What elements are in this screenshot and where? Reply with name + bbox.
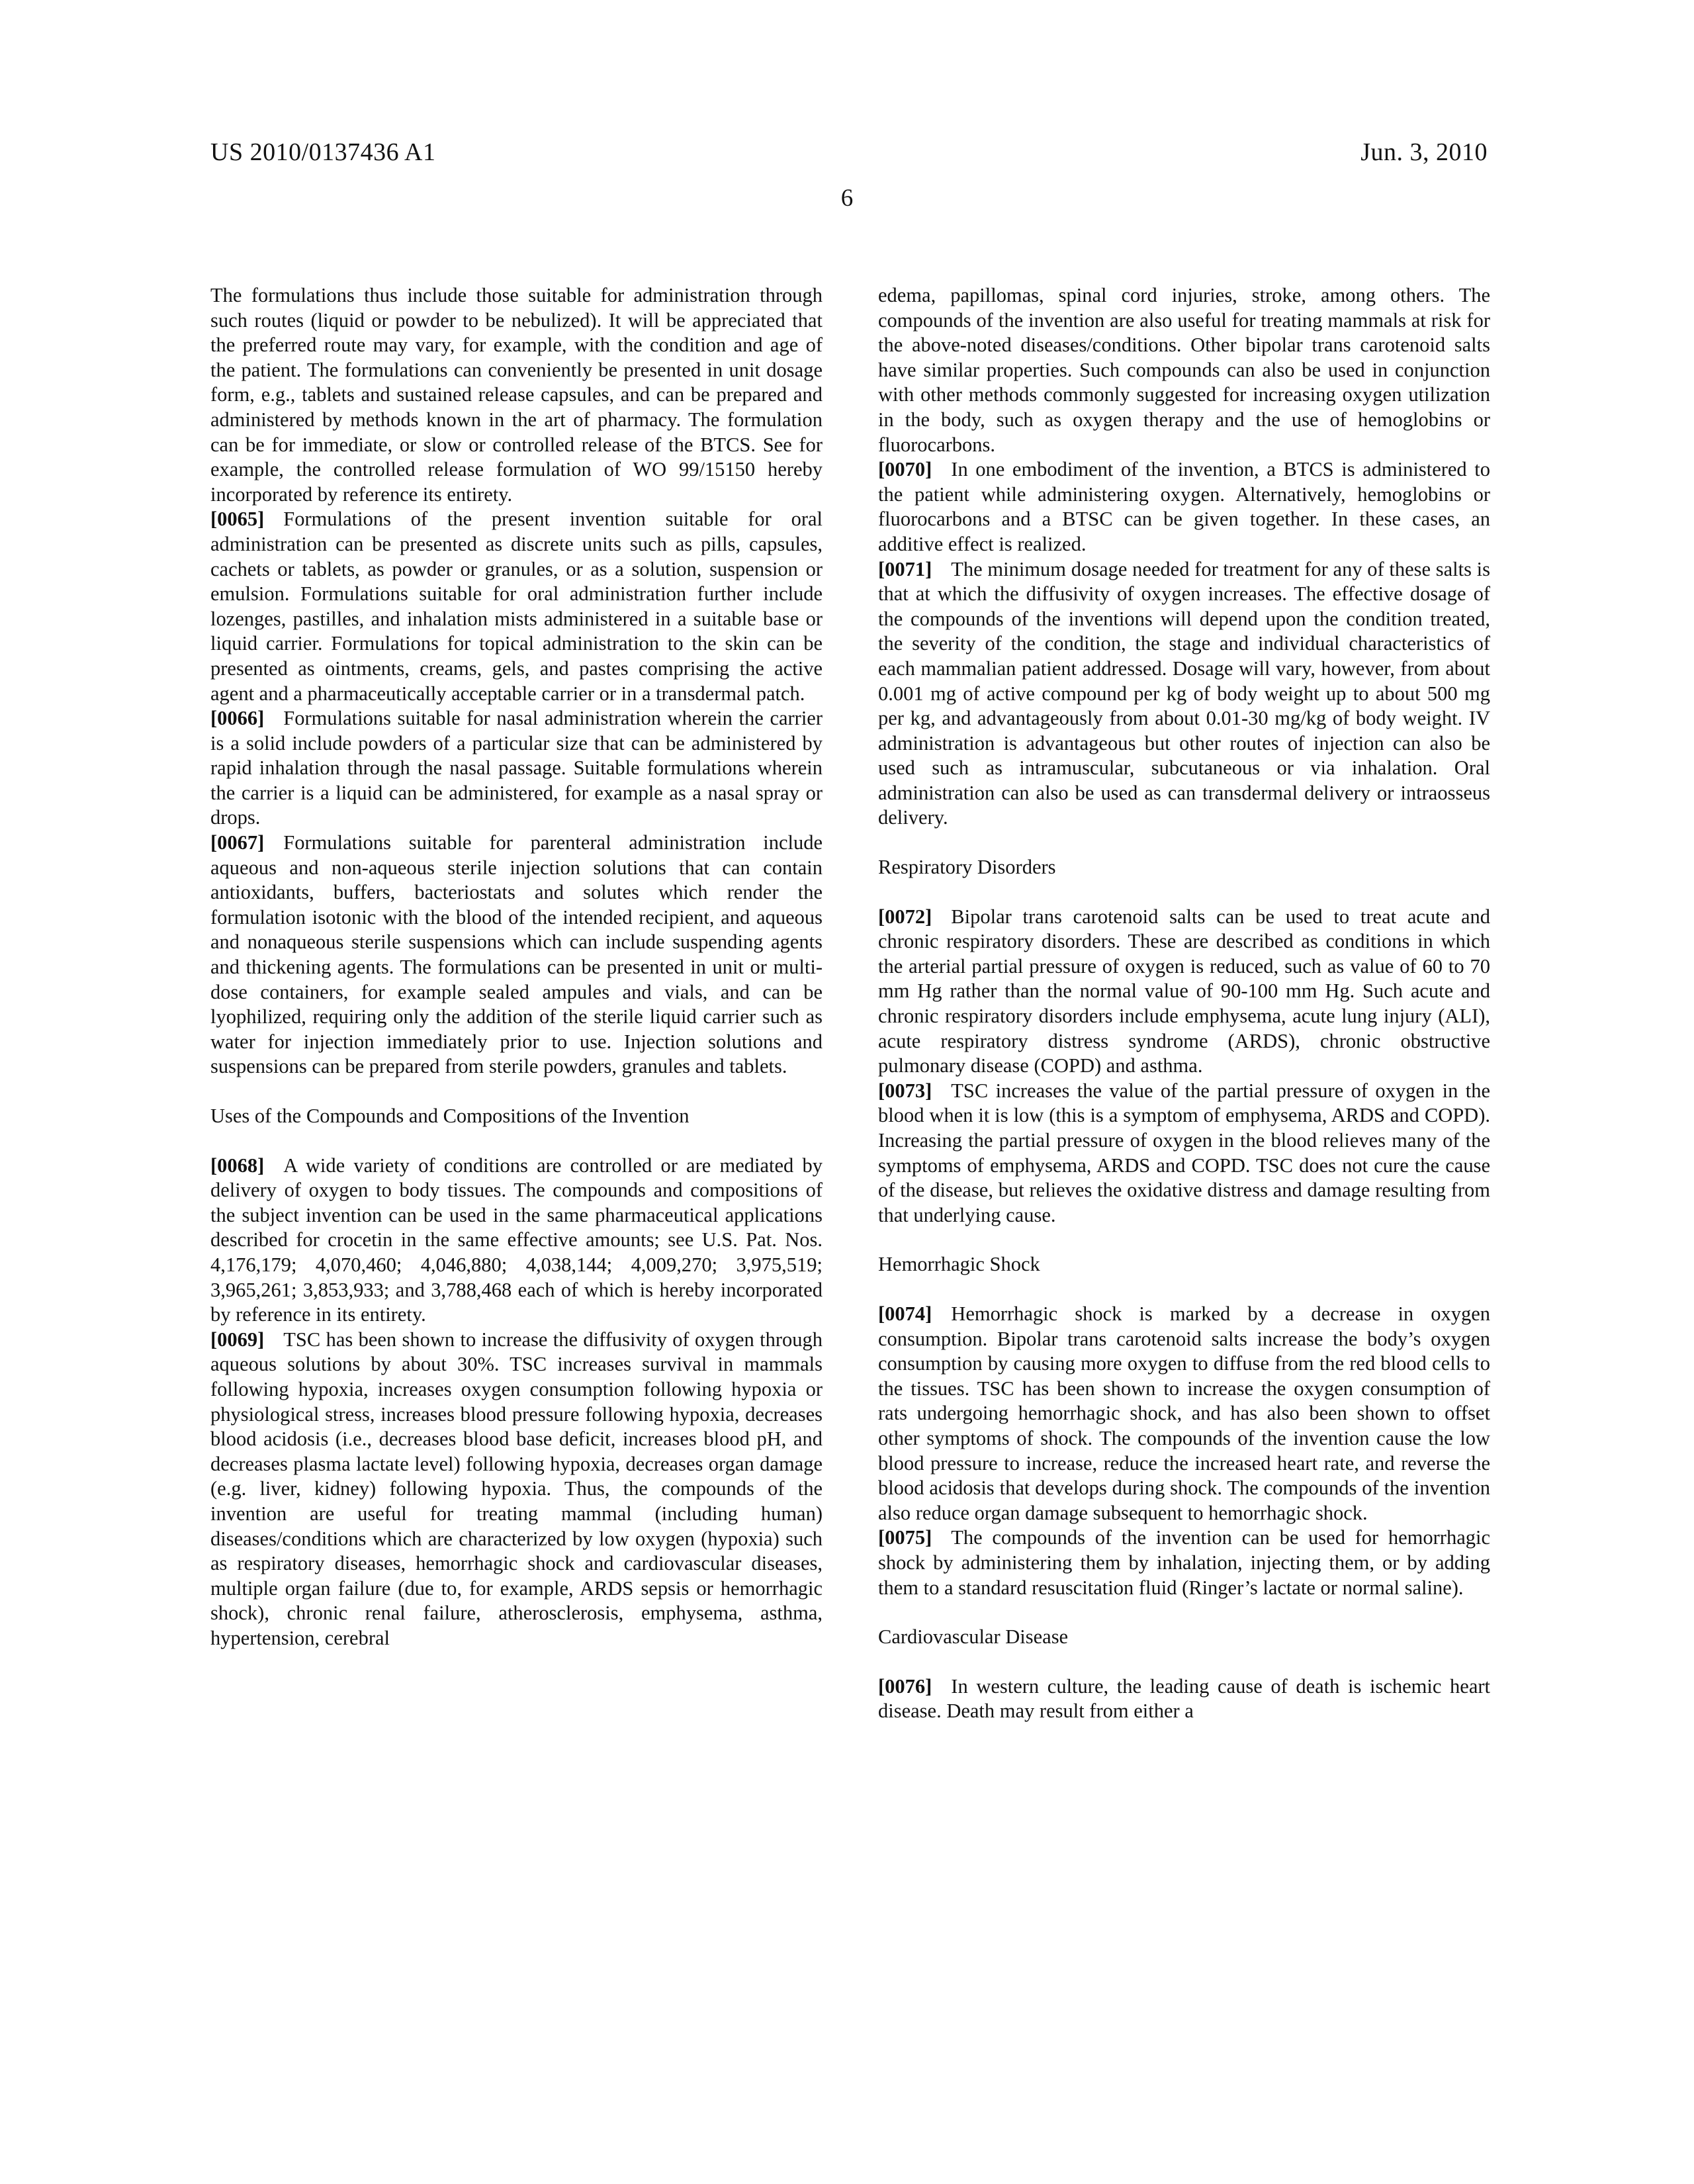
paragraph-number: [0072] [878,905,932,928]
numbered-paragraph [878,557,1490,831]
page-number: 6 [840,185,854,212]
paragraph-text: The compounds of the invention can be used for hemorrhagic shock by administering them by inhalation, injecting them, or by adding them to a standard resuscitation fluid (Ringer’s lactate or normal saline). [878,1526,1490,1599]
section-heading: Hemorrhagic Shock [878,1253,1040,1276]
paragraph-text: Formulations of the present invention suitable for oral administration can be presented as discrete units such as pills, capsules, cachets or tablets, as powder or granules, or as a solution, suspension or emulsion. Formulations suitable for oral administration further include lozenges, pastilles, and inhalation mists administered in a suitable base or liquid carrier. Formulations for topical administration to the skin can be presented as ointments, creams, gels, and pastes comprising the active agent and a pharmaceutically acceptable carrier or in a transdermal patch. [210,508,823,705]
patent-number: US 2010/0137436 A1 [210,138,436,166]
page-body [210,283,1490,1724]
section-heading: Respiratory Disorders [878,856,1056,879]
paragraph-text: Hemorrhagic shock is marked by a decrease in oxygen consumption. Bipolar trans carotenoid salts increase the body’s oxygen consumption by causing more oxygen to diffuse from the red blood cells to the tissues. TSC has been shown to increase the oxygen consumption of rats undergoing hemorrhagic shock, and has also been shown to offset other symptoms of shock. The compounds of the invention cause the low blood pressure to increase, reduce the increased heart rate, and reverse the blood acidosis that develops during shock. The compounds of the invention also reduce organ damage subsequent to hemorrhagic shock. [878,1302,1490,1524]
paragraph-text: TSC increases the value of the partial pressure of oxygen in the blood when it is low (this is a symptom of emphysema, ARDS and COPD). Increasing the partial pressure of oxygen in the blood relieves many of the symptoms of emphysema, ARDS and COPD. TSC does not cure the cause of the disease, but relieves the oxidative distress and damage resulting from that underlying cause. [878,1079,1490,1226]
section-heading: Uses of the Compounds and Compositions of the Invention [210,1105,690,1127]
paragraph-text: TSC has been shown to increase the diffusivity of oxygen through aqueous solutions by about 30%. TSC increases survival in mammals following hypoxia, increases oxygen consumption following hypoxia or physiological stress, increases blood pressure following hypoxia, decreases blood acidosis (i.e., decreases blood base deficit, increases blood pH, and decreases plasma lactate level) following hypoxia, decreases organ damage (e.g. liver, kidney) following hypoxia. Thus, the compounds of the invention are useful for treating mammal (including human) diseases/conditions which are characterized by low oxygen (hypoxia) such as respiratory diseases, hemorrhagic shock and cardiovascular diseases, multiple organ failure (due to, for example, ARDS sepsis or hemorrhagic shock), chronic renal failure, atherosclerosis, emphysema, asthma, hypertension, cerebral [210,1328,823,1649]
paragraph-text: In western culture, the leading cause of death is ischemic heart disease. Death may result from either a [878,1674,1490,1723]
paragraph-text: The minimum dosage needed for treatment for any of these salts is that at which the diffusivity of oxygen increases. The effective dosage of the compounds of the inventions will depend upon the condition treated, the severity of the condition, the stage and individual characteristics of each mammalian patient addressed. Dosage will vary, however, from about 0.001 mg of active compound per kg of body weight up to about 500 mg per kg, and advantageously from about 0.01-30 mg/kg of body weight. IV administration is advantageous but other routes of injection can also be used such as intramuscular, subcutaneous or via inhalation. Oral administration can also be used as can transdermal delivery or intraosseus delivery. [878,557,1490,829]
paragraph-number: [0076] [878,1674,932,1698]
numbered-paragraph [878,457,1490,557]
paragraph-text: The formulations thus include those suitable for administration through such routes (liquid or powder to be nebulized). It will be appreciated that the preferred route may vary, for example, with the condition and age of the patient. The formulations can conveniently be presented in unit dosage form, e.g., tablets and sustained release capsules, and can be prepared and administered by methods known in the art of pharmacy. The formulation can be for immediate, or slow or controlled release of the BTCS. See for example, the controlled release formulation of WO 99/15150 hereby incorporated by reference its entirety. [210,284,823,506]
right-column [878,283,1490,1724]
paragraph-number: [0065] [210,508,265,531]
paragraph-number: [0073] [878,1079,932,1102]
publication-date: Jun. 3, 2010 [1360,138,1488,166]
body-paragraph [210,283,823,507]
numbered-paragraph [878,1674,1490,1724]
numbered-paragraph [210,1154,823,1328]
numbered-paragraph [210,706,823,831]
paragraph-text: Bipolar trans carotenoid salts can be used to treat acute and chronic respiratory disorders. These are described as conditions in which the arterial partial pressure of oxygen is reduced, such as value of 60 to 70 mm Hg rather than the normal value of 90-100 mm Hg. Such acute and chronic respiratory disorders include emphysema, acute lung injury (ALI), acute respiratory distress syndrome (ARDS), chronic obstructive pulmonary disease (COPD) and asthma. [878,905,1490,1077]
paragraph-number: [0070] [878,458,932,481]
numbered-paragraph [210,507,823,706]
paragraph-number: [0067] [210,831,265,854]
paragraph-number: [0074] [878,1302,932,1325]
paragraph-number: [0068] [210,1154,265,1177]
paragraph-text: Formulations suitable for parenteral administration include aqueous and non-aqueous sterile injection solutions that can contain antioxidants, buffers, bacteriostats and solutes which render the formulation isotonic with the blood of the intended recipient, and aqueous and nonaqueous sterile suspensions which can include suspending agents and thickening agents. The formulations can be presented in unit or multi-dose containers, for example sealed ampules and vials, and can be lyophilized, requiring only the addition of the sterile liquid carrier such as water for injection immediately prior to use. Injection solutions and suspensions can be prepared from sterile powders, granules and tablets. [210,831,823,1078]
paragraph-number: [0075] [878,1526,932,1549]
paragraph-text: In one embodiment of the invention, a BTCS is administered to the patient while administering oxygen. Alternatively, hemoglobins or fluorocarbons and a BTSC can be given together. In these cases, an additive effect is realized. [878,458,1490,555]
numbered-paragraph [878,1525,1490,1600]
paragraph-text: edema, papillomas, spinal cord injuries, stroke, among others. The compounds of the invention are also useful for treating mammals at risk for the above-noted diseases/conditions. Other bipolar trans carotenoid salts have similar properties. Such compounds can also be used in conjunction with other methods commonly suggested for increasing oxygen utilization in the body, such as oxygen therapy and the use of hemoglobins or fluorocarbons. [878,284,1490,456]
numbered-paragraph [210,831,823,1079]
paragraph-number: [0071] [878,557,932,580]
body-paragraph [878,283,1490,457]
paragraph-number: [0066] [210,707,265,730]
page-header [210,138,1488,167]
numbered-paragraph [878,905,1490,1079]
paragraph-number: [0069] [210,1328,265,1351]
numbered-paragraph [878,1079,1490,1228]
numbered-paragraph [878,1302,1490,1525]
left-column [210,283,823,1724]
section-heading: Cardiovascular Disease [878,1625,1069,1649]
paragraph-text: Formulations suitable for nasal administration wherein the carrier is a solid include powders of a particular size that can be administered by rapid inhalation through the nasal passage. Suitable formulations wherein the carrier is a liquid can be administered, for example as a nasal spray or drops. [210,707,823,829]
paragraph-text: A wide variety of conditions are controlled or are mediated by delivery of oxygen to body tissues. The compounds and compositions of the subject invention can be used in the same pharmaceutical applications described for crocetin in the same effective amounts; see U.S. Pat. Nos. 4,176,179; 4,070,460; 4,046,880; 4,038,144; 4,009,270; 3,975,519; 3,965,261; 3,853,933; and 3,788,468 each of which is hereby incorporated by reference in its entirety. [210,1154,823,1326]
numbered-paragraph [210,1328,823,1651]
